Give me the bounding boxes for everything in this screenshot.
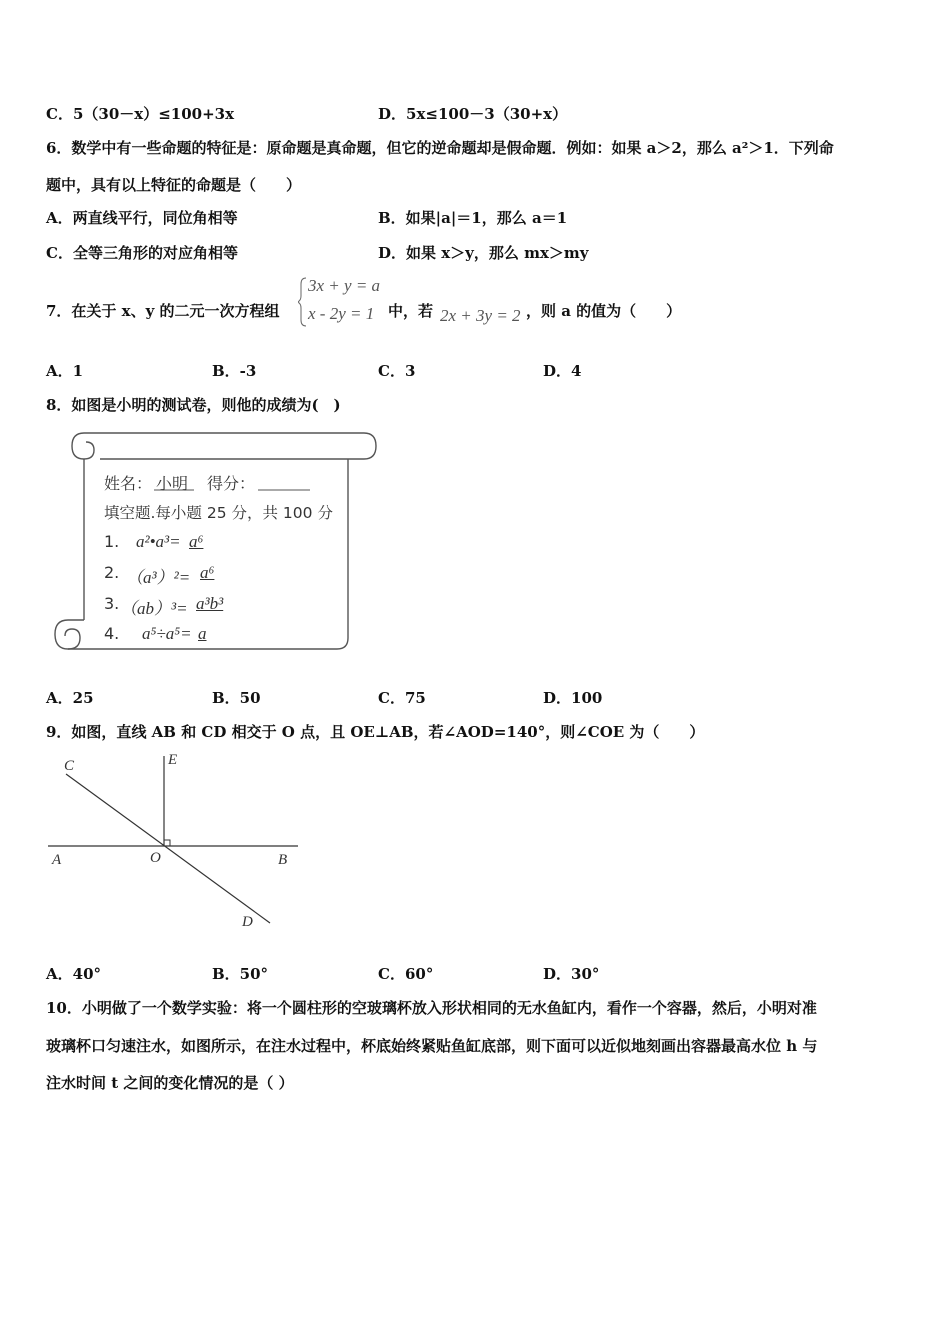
q10-stem-line1: 10．小明做了一个数学实验：将一个圆柱形的空玻璃杯放入形状相同的无水鱼缸内，看作一个容器，然后，小明对准: [46, 999, 817, 1017]
q6-option-b[interactable]: B．如果|a|＝1，那么 a＝1: [378, 209, 568, 227]
test-paper-scroll-figure: [50, 430, 380, 656]
q7-option-d[interactable]: D．4: [543, 362, 582, 380]
q8-option-a[interactable]: A．25: [46, 689, 94, 707]
scroll-item-3-answer: a³b³: [196, 594, 224, 613]
q7-option-b[interactable]: B．-3: [212, 362, 257, 380]
point-label-c: C: [64, 758, 75, 774]
scroll-score-label: 得分：: [207, 474, 256, 493]
point-label-d: D: [242, 914, 253, 930]
q6-option-a[interactable]: A．两直线平行，同位角相等: [46, 209, 238, 227]
q5-option-d[interactable]: D．5x≤100－3（30+x）: [378, 105, 568, 123]
q7-condition-equation: 2x + 3y = 2: [440, 306, 521, 325]
scroll-item-3-expression: （ab）³=: [120, 599, 188, 618]
scroll-item-4-answer: a: [198, 624, 207, 643]
q7-stem-middle: 中，若: [388, 302, 434, 320]
q6-option-d[interactable]: D．如果 x＞y，那么 mx＞my: [378, 244, 589, 262]
q7-equation-2: x - 2y = 1: [308, 304, 375, 323]
q9-option-b[interactable]: B．50°: [212, 965, 269, 983]
scroll-item-1-number: 1.: [104, 532, 120, 551]
q8-stem: 8．如图是小明的测试卷，则他的成绩为( ): [46, 396, 341, 414]
scroll-item-4-number: 4.: [104, 624, 120, 643]
point-label-o: O: [150, 850, 161, 866]
right-angle-icon: [164, 840, 170, 846]
q5-option-c[interactable]: C．5（30－x）≤100+3x: [46, 105, 235, 123]
scroll-item-2-answer: a⁶: [200, 563, 215, 582]
q6-stem-line2: 题中，具有以上特征的命题是（ ）: [46, 176, 302, 194]
scroll-item-2-number: 2.: [104, 563, 120, 582]
q9-option-d[interactable]: D．30°: [543, 965, 600, 983]
scroll-name-label: 姓名：: [104, 474, 153, 493]
point-label-b: B: [278, 852, 288, 868]
q6-stem-line1: 6．数学中有一些命题的特征是：原命题是真命题，但它的逆命题却是假命题．例如：如果 a＞2，那么 a²＞1．下列命: [46, 139, 834, 157]
scroll-item-1-answer: a⁶: [189, 532, 204, 551]
q9-stem: 9．如图，直线 AB 和 CD 相交于 O 点，且 OE⊥AB，若∠AOD=140°，则∠COE 为（ ）: [46, 723, 705, 741]
q10-stem-line2: 玻璃杯口匀速注水，如图所示，在注水过程中，杯底始终紧贴鱼缸底部，则下面可以近似地刻画出容器最高水位 h 与: [46, 1037, 818, 1055]
q7-option-c[interactable]: C．3: [378, 362, 416, 380]
q8-option-d[interactable]: D．100: [543, 689, 603, 707]
q9-option-c[interactable]: C．60°: [378, 965, 434, 983]
q7-option-a[interactable]: A．1: [46, 362, 84, 380]
line-cd: [66, 774, 270, 923]
q6-option-c[interactable]: C．全等三角形的对应角相等: [46, 244, 238, 262]
q8-option-b[interactable]: B．50: [212, 689, 261, 707]
scroll-outline: [50, 430, 380, 656]
scroll-item-2-expression: （a³）²=: [126, 568, 191, 587]
point-label-e: E: [168, 752, 178, 768]
q9-option-a[interactable]: A．40°: [46, 965, 102, 983]
point-label-a: A: [52, 852, 62, 868]
q7-stem-prefix: 7．在关于 x、y 的二元一次方程组: [46, 302, 280, 320]
brace-icon: [298, 278, 306, 326]
scroll-item-3-number: 3.: [104, 594, 120, 613]
q7-equation-1: 3x + y = a: [308, 276, 381, 295]
q8-option-c[interactable]: C．75: [378, 689, 426, 707]
q9-geometry-figure: [40, 748, 305, 930]
scroll-instructions: 填空题.每小题 25 分，共 100 分: [104, 504, 333, 522]
scroll-item-4-expression: a⁵÷a⁵=: [142, 624, 192, 643]
q7-stem-suffix: ，则 a 的值为（ ）: [526, 302, 682, 320]
q10-stem-line3: 注水时间 t 之间的变化情况的是（ ）: [46, 1074, 294, 1092]
scroll-item-1-expression: a²•a³=: [136, 532, 181, 551]
scroll-name-value: 小明: [156, 474, 189, 493]
